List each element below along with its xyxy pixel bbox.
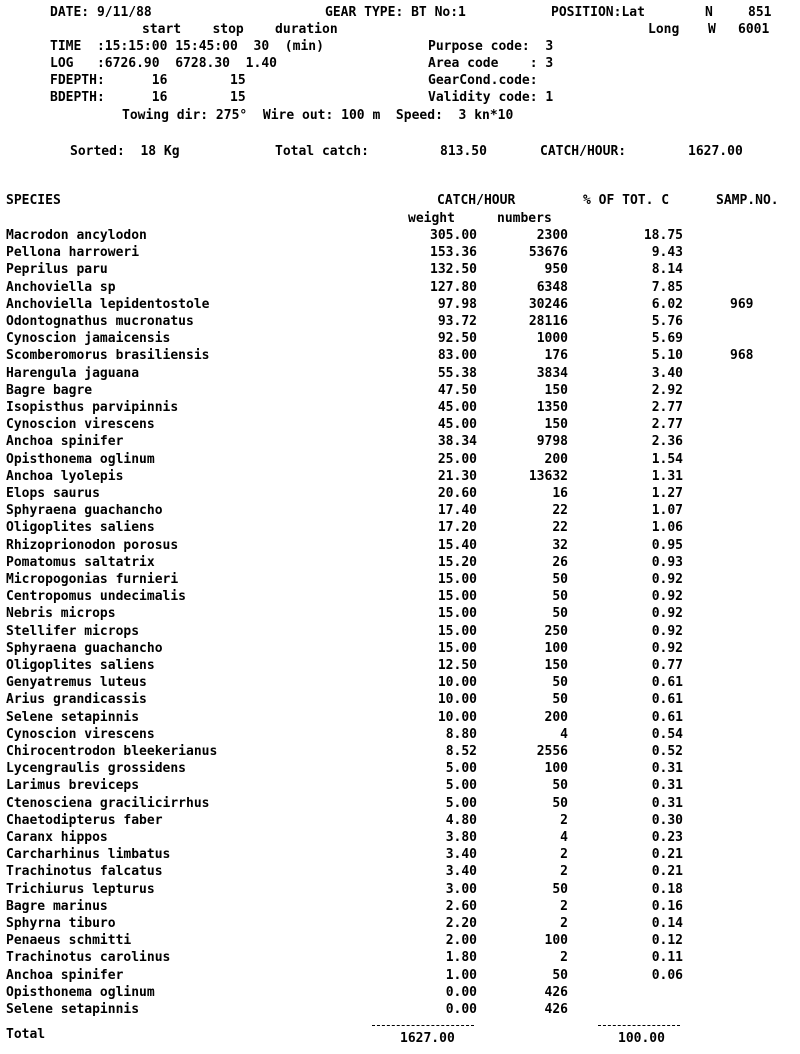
weight-value: 92.50	[437, 331, 477, 347]
weight-value: 15.00	[437, 606, 477, 622]
weight-value: 305.00	[430, 228, 477, 243]
pct-value: 18.75	[643, 228, 683, 243]
numbers-value: 13632	[528, 468, 568, 484]
weight-value: 127.80	[430, 279, 477, 295]
numbers-value: 4	[560, 830, 568, 845]
pct-value: 3.40	[651, 365, 683, 381]
numbers-value: 150	[544, 417, 568, 433]
pct-value: 0.92	[651, 640, 683, 656]
table-row	[0, 538, 800, 555]
numbers-value: 200	[544, 709, 568, 725]
pct-value: 2.36	[651, 434, 683, 450]
species-name: Chirocentrodon bleekerianus	[6, 744, 218, 759]
table-row	[0, 675, 800, 692]
weight-value: 2.20	[445, 916, 477, 931]
numbers-value: 4	[560, 726, 568, 742]
weight-value: 4.80	[445, 812, 477, 828]
table-row	[0, 366, 800, 383]
pct-value: 5.10	[651, 348, 683, 364]
species-name: Lycengraulis grossidens	[6, 761, 187, 777]
weight-value: 5.00	[445, 795, 477, 811]
numbers-value: 6348	[536, 279, 568, 295]
numbers-value: 32	[552, 537, 568, 553]
date-field: DATE: 9/11/88	[50, 5, 152, 20]
weight-value: 5.00	[445, 761, 477, 777]
gearcond-code: GearCond.code:	[428, 73, 538, 88]
species-name: Macrodon ancylodon	[6, 228, 147, 243]
table-row	[0, 417, 800, 434]
numbers-value: 50	[552, 795, 568, 811]
pct-value: 2.77	[651, 417, 683, 433]
pct-value: 1.07	[651, 503, 683, 519]
numbers-value: 100	[544, 933, 568, 949]
log-line: LOG :6726.90 6728.30 1.40	[50, 56, 277, 71]
numbers-value: 426	[544, 984, 568, 1000]
species-name: Larimus breviceps	[6, 778, 140, 794]
species-name: Trachinotus carolinus	[6, 950, 171, 966]
table-row	[0, 882, 800, 899]
table-row	[0, 761, 800, 778]
pct-value: 0.61	[651, 709, 683, 725]
pct-value: 0.92	[651, 572, 683, 587]
pct-value: 0.30	[651, 812, 683, 828]
pct-value: 0.23	[651, 830, 683, 845]
weight-value: 15.40	[437, 537, 477, 553]
numbers-value: 2300	[536, 228, 568, 243]
weight-value: 5.00	[445, 778, 477, 794]
weight-value: 3.80	[445, 830, 477, 845]
table-row	[0, 1002, 800, 1019]
pct-value: 0.92	[651, 623, 683, 639]
table-row	[0, 658, 800, 675]
species-name: Genyatremus luteus	[6, 675, 147, 691]
table-row	[0, 297, 800, 314]
table-row	[0, 847, 800, 864]
weight-value: 47.50	[437, 382, 477, 398]
weight-value: 93.72	[437, 314, 477, 329]
numbers-value: 53676	[528, 245, 568, 261]
pct-value: 1.31	[651, 468, 683, 484]
table-row	[0, 968, 800, 985]
table-row	[0, 280, 800, 297]
pct-value: 0.92	[651, 606, 683, 622]
weight-value: 3.40	[445, 864, 477, 880]
numbers-value: 22	[552, 503, 568, 519]
table-row	[0, 314, 800, 331]
numbers-value: 2	[560, 864, 568, 880]
pct-value: 0.14	[651, 916, 683, 931]
weight-value: 3.40	[445, 847, 477, 863]
weight-value: 0.00	[445, 984, 477, 1000]
species-name: Isopisthus parvipinnis	[6, 400, 179, 415]
weight-value: 15.00	[437, 572, 477, 587]
weight-value: 132.50	[430, 262, 477, 278]
numbers-value: 50	[552, 572, 568, 587]
numbers-value: 22	[552, 520, 568, 536]
species-name: Anchoa spinifer	[6, 967, 124, 983]
weight-value: 38.34	[437, 434, 477, 450]
pct-total-rule	[598, 1025, 680, 1026]
weight-total-rule	[372, 1025, 474, 1026]
species-name: Cynoscion jamaicensis	[6, 331, 171, 347]
long-value: 6001	[738, 22, 770, 37]
lat-value: 851	[748, 5, 772, 20]
species-name: Micropogonias furnieri	[6, 572, 179, 587]
numbers-value: 50	[552, 881, 568, 897]
numbers-value: 2556	[536, 744, 568, 759]
species-name: Carcharhinus limbatus	[6, 847, 171, 863]
species-name: Pellona harroweri	[6, 245, 140, 261]
pct-value: 0.92	[651, 589, 683, 605]
species-name: Selene setapinnis	[6, 1002, 140, 1017]
samp-no-column-header: SAMP.NO.	[716, 193, 779, 208]
species-name: Nebris microps	[6, 606, 116, 622]
pct-value: 0.52	[651, 744, 683, 759]
numbers-value: 950	[544, 262, 568, 278]
pct-value: 0.18	[651, 881, 683, 897]
fdepth-line: FDEPTH: 16 15	[50, 73, 246, 88]
sorted-weight: Sorted: 18 Kg	[70, 144, 180, 159]
weight-value: 2.00	[445, 933, 477, 949]
pct-value: 0.21	[651, 847, 683, 863]
pct-value: 2.77	[651, 400, 683, 415]
sample-number: 969	[730, 296, 754, 312]
weight-value: 17.20	[437, 520, 477, 536]
time-line: TIME :15:15:00 15:45:00 30 (min)	[50, 39, 324, 54]
species-name: Selene setapinnis	[6, 709, 140, 725]
species-name: Odontognathus mucronatus	[6, 314, 194, 329]
pct-value: 0.61	[651, 675, 683, 691]
species-name: Peprilus paru	[6, 262, 108, 278]
table-row	[0, 641, 800, 658]
table-row	[0, 383, 800, 400]
pct-value: 7.85	[651, 279, 683, 295]
species-name: Elops saurus	[6, 486, 100, 501]
weight-value: 1.80	[445, 950, 477, 966]
towing-line: Towing dir: 275° Wire out: 100 m Speed: 3 kn*10	[122, 108, 514, 123]
species-name: Bagre marinus	[6, 898, 108, 914]
weight-value: 10.00	[437, 675, 477, 691]
pct-total-column-header: % OF TOT. C	[583, 193, 670, 208]
table-row	[0, 796, 800, 813]
table-row	[0, 950, 800, 967]
numbers-value: 50	[552, 967, 568, 983]
table-row	[0, 452, 800, 469]
weight-value: 97.98	[437, 296, 477, 312]
sample-number: 968	[730, 348, 754, 364]
weight-value: 25.00	[437, 451, 477, 467]
numbers-value: 1350	[536, 400, 568, 415]
species-name: Oligoplites saliens	[6, 658, 155, 673]
pct-value: 0.31	[651, 778, 683, 794]
pct-value: 5.76	[651, 314, 683, 329]
weight-value: 15.00	[437, 589, 477, 605]
table-row	[0, 331, 800, 348]
species-name: Trachinotus falcatus	[6, 864, 163, 880]
pct-value: 0.12	[651, 933, 683, 949]
pct-value: 5.69	[651, 331, 683, 347]
species-name: Opisthonema oglinum	[6, 984, 155, 1000]
species-name: Arius grandicassis	[6, 692, 147, 708]
species-name: Sphyraena guachancho	[6, 503, 163, 519]
pct-value: 0.93	[651, 554, 683, 570]
pct-value: 9.43	[651, 245, 683, 261]
table-row	[0, 400, 800, 417]
weight-value: 21.30	[437, 468, 477, 484]
pct-value: 8.14	[651, 262, 683, 278]
species-name: Caranx hippos	[6, 830, 108, 845]
species-name: Pomatomus saltatrix	[6, 554, 155, 570]
numbers-value: 176	[544, 348, 568, 364]
purpose-code: Purpose code: 3	[428, 39, 554, 54]
numbers-value: 150	[544, 382, 568, 398]
numbers-value: 2	[560, 847, 568, 863]
time-column-labels: start stop duration	[142, 22, 338, 37]
pct-value: 0.21	[651, 864, 683, 880]
species-name: Sphyrna tiburo	[6, 916, 116, 931]
weight-value: 17.40	[437, 503, 477, 519]
species-name: Anchoa spinifer	[6, 434, 124, 450]
pct-value: 6.02	[651, 296, 683, 312]
species-name: Oligoplites saliens	[6, 520, 155, 536]
numbers-value: 2	[560, 950, 568, 966]
species-name: Cynoscion virescens	[6, 726, 155, 742]
weight-value: 0.00	[445, 1002, 477, 1017]
species-name: Opisthonema oglinum	[6, 451, 155, 467]
numbers-value: 50	[552, 778, 568, 794]
weight-value: 15.20	[437, 554, 477, 570]
species-name: Trichiurus lepturus	[6, 881, 155, 897]
numbers-value: 3834	[536, 365, 568, 381]
catch-hour-label: CATCH/HOUR:	[540, 144, 627, 159]
table-row	[0, 555, 800, 572]
table-row	[0, 572, 800, 589]
table-row	[0, 245, 800, 262]
total-weight: 1627.00	[400, 1031, 455, 1046]
weight-value: 10.00	[437, 692, 477, 708]
species-name: Centropomus undecimalis	[6, 589, 187, 605]
pct-value: 0.11	[651, 950, 683, 966]
weight-subheader: weight	[408, 211, 455, 226]
species-column-header: SPECIES	[6, 193, 61, 208]
numbers-value: 426	[544, 1002, 568, 1017]
table-row	[0, 778, 800, 795]
pct-value: 0.54	[651, 726, 683, 742]
pct-value: 1.27	[651, 486, 683, 501]
weight-value: 153.36	[430, 245, 477, 261]
table-row	[0, 692, 800, 709]
numbers-value: 250	[544, 623, 568, 639]
numbers-value: 50	[552, 606, 568, 622]
table-row	[0, 503, 800, 520]
pct-value: 2.92	[651, 382, 683, 398]
weight-value: 15.00	[437, 623, 477, 639]
species-name: Scomberomorus brasiliensis	[6, 348, 210, 364]
pct-value: 1.54	[651, 451, 683, 467]
total-catch-value: 813.50	[440, 144, 487, 159]
pct-value: 0.77	[651, 658, 683, 673]
validity-code: Validity code: 1	[428, 90, 554, 105]
weight-value: 12.50	[437, 658, 477, 673]
species-name: Chaetodipterus faber	[6, 812, 163, 828]
weight-value: 55.38	[437, 365, 477, 381]
lat-hemisphere: N	[705, 5, 713, 20]
species-name: Anchoviella sp	[6, 279, 116, 295]
table-row	[0, 864, 800, 881]
table-row	[0, 624, 800, 641]
bdepth-line: BDEPTH: 16 15	[50, 90, 246, 105]
species-name: Anchoa lyolepis	[6, 468, 124, 484]
pct-value: 0.61	[651, 692, 683, 708]
species-name: Cynoscion virescens	[6, 417, 155, 433]
numbers-value: 50	[552, 692, 568, 708]
species-name: Stellifer microps	[6, 623, 140, 639]
numbers-value: 100	[544, 640, 568, 656]
pct-value: 0.31	[651, 761, 683, 777]
species-name: Sphyraena guachancho	[6, 640, 163, 656]
species-name: Rhizoprionodon porosus	[6, 537, 179, 553]
weight-value: 8.80	[445, 726, 477, 742]
weight-value: 83.00	[437, 348, 477, 364]
total-label: Total	[6, 1027, 46, 1042]
table-row	[0, 916, 800, 933]
table-row	[0, 933, 800, 950]
weight-value: 1.00	[445, 967, 477, 983]
table-row	[0, 434, 800, 451]
table-row	[0, 899, 800, 916]
table-row	[0, 469, 800, 486]
position-label: POSITION:Lat	[551, 5, 645, 20]
pct-value: 0.95	[651, 537, 683, 553]
table-row	[0, 589, 800, 606]
pct-value: 0.06	[651, 967, 683, 983]
table-row	[0, 813, 800, 830]
catch-hour-column-header: CATCH/HOUR	[437, 193, 516, 208]
gear-type-field: GEAR TYPE: BT No:1	[325, 5, 466, 20]
long-hemisphere: W	[708, 22, 716, 37]
weight-value: 8.52	[445, 744, 477, 759]
table-row	[0, 262, 800, 279]
table-row	[0, 520, 800, 537]
numbers-value: 28116	[528, 314, 568, 329]
numbers-value: 2	[560, 916, 568, 931]
table-row	[0, 744, 800, 761]
pct-value: 1.06	[651, 520, 683, 536]
total-catch-label: Total catch:	[275, 144, 369, 159]
table-row	[0, 348, 800, 365]
numbers-value: 30246	[528, 296, 568, 312]
numbers-value: 50	[552, 589, 568, 605]
table-row	[0, 710, 800, 727]
table-row	[0, 985, 800, 1002]
numbers-value: 100	[544, 761, 568, 777]
weight-value: 20.60	[437, 486, 477, 501]
weight-value: 10.00	[437, 709, 477, 725]
species-name: Penaeus schmitti	[6, 933, 132, 949]
species-name: Bagre bagre	[6, 382, 93, 398]
numbers-subheader: numbers	[497, 211, 552, 226]
numbers-value: 150	[544, 658, 568, 673]
table-row	[0, 727, 800, 744]
pct-value: 0.31	[651, 795, 683, 811]
table-row	[0, 486, 800, 503]
numbers-value: 26	[552, 554, 568, 570]
numbers-value: 16	[552, 486, 568, 501]
table-row	[0, 606, 800, 623]
weight-value: 15.00	[437, 640, 477, 656]
table-row	[0, 228, 800, 245]
numbers-value: 1000	[536, 331, 568, 347]
species-name: Ctenosciena gracilicirrhus	[6, 795, 210, 811]
catch-hour-value: 1627.00	[688, 144, 743, 159]
weight-value: 45.00	[437, 400, 477, 415]
numbers-value: 2	[560, 898, 568, 914]
total-pct: 100.00	[618, 1031, 665, 1046]
numbers-value: 2	[560, 812, 568, 828]
pct-value: 0.16	[651, 898, 683, 914]
long-label: Long	[648, 22, 680, 37]
weight-value: 45.00	[437, 417, 477, 433]
numbers-value: 9798	[536, 434, 568, 450]
species-name: Anchoviella lepidentostole	[6, 296, 210, 312]
numbers-value: 200	[544, 451, 568, 467]
species-name: Harengula jaguana	[6, 365, 140, 381]
weight-value: 3.00	[445, 881, 477, 897]
table-row	[0, 830, 800, 847]
weight-value: 2.60	[445, 898, 477, 914]
numbers-value: 50	[552, 675, 568, 691]
area-code: Area code : 3	[428, 56, 554, 71]
